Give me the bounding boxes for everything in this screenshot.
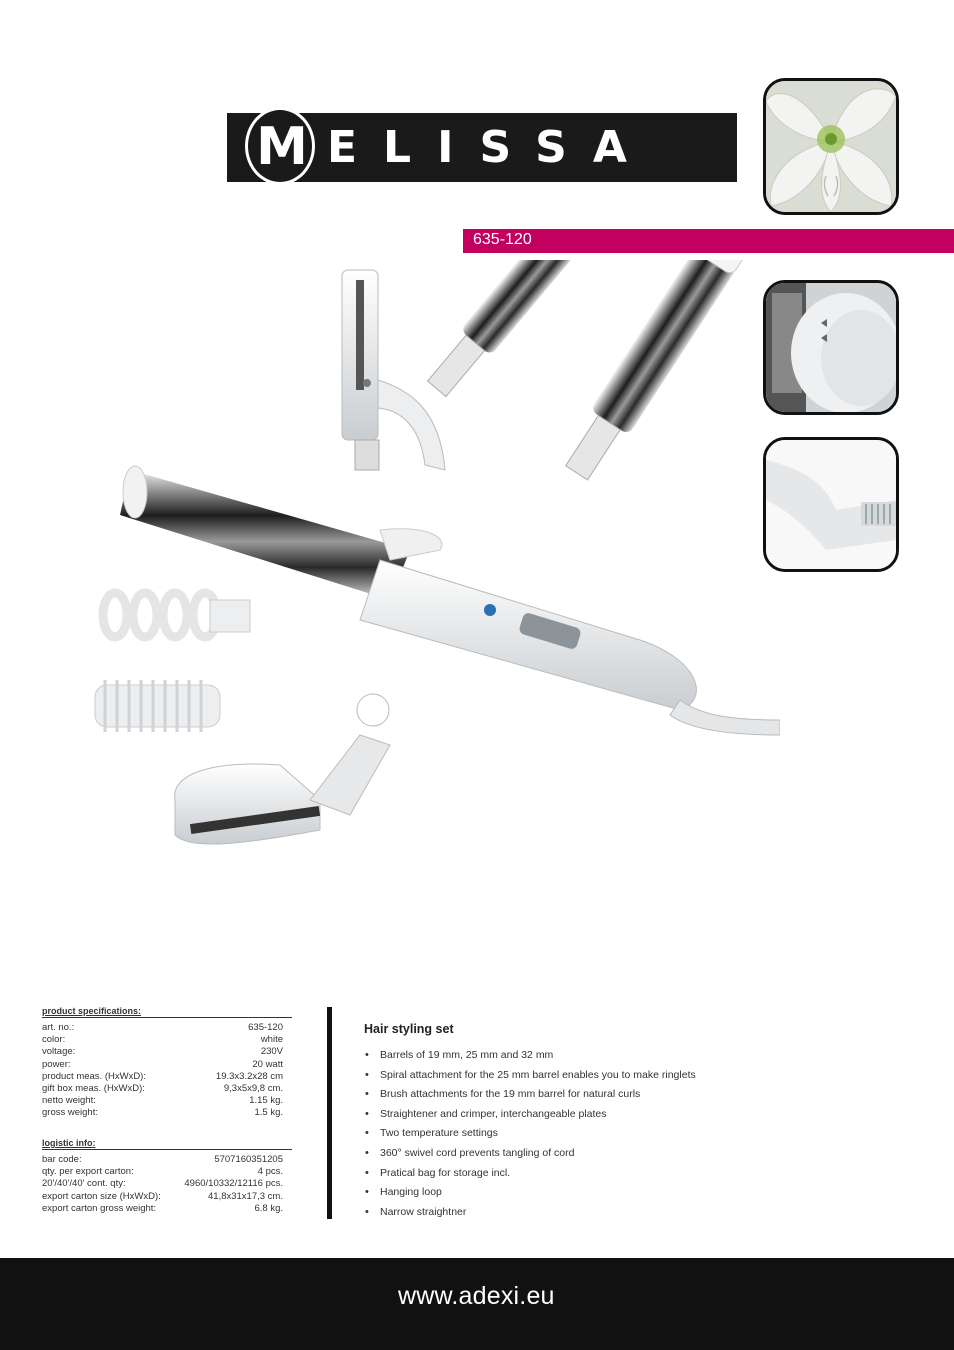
logistic-row: 20'/40'/40' cont. qty: 4960/10332/12116 pcs. bbox=[42, 1178, 283, 1190]
spec-row: product meas. (HxWxD): 19.3x3.2x28 cm bbox=[42, 1070, 283, 1082]
footer-url[interactable]: www.adexi.eu bbox=[398, 1282, 555, 1310]
feature-item: • Hanging loop bbox=[364, 1185, 696, 1205]
spec-row: color: white bbox=[42, 1034, 283, 1046]
logistic-row: qty. per export carton: 4 pcs. bbox=[42, 1166, 283, 1178]
spec-row: art. no.: 635-120 bbox=[42, 1022, 283, 1033]
logistic-row: export carton size (HxWxD): 41,8x31x17,3 cm. bbox=[42, 1190, 283, 1202]
swivel-cord-detail-image bbox=[763, 437, 899, 572]
feature-item: • Straightener and crimper, interchangeable plates bbox=[364, 1107, 696, 1127]
feature-item: • Pratical bag for storage incl. bbox=[364, 1166, 696, 1186]
brush-attachment bbox=[95, 680, 220, 732]
logistic-row: export carton gross weight: 6.8 kg. bbox=[42, 1202, 283, 1214]
barrel-25mm bbox=[557, 260, 748, 485]
footer bbox=[0, 1258, 954, 1350]
feature-item: • Brush attachments for the 19 mm barrel for natural curls bbox=[364, 1087, 696, 1107]
barrel-19mm bbox=[421, 260, 625, 402]
product-specifications-heading: product specifications: bbox=[42, 1006, 292, 1018]
spec-row: gift box meas. (HxWxD): 9,3x5x9,8 cm. bbox=[42, 1082, 283, 1094]
feature-item: • 360° swivel cord prevents tangling of cord bbox=[364, 1146, 696, 1166]
section-divider-bar bbox=[327, 1007, 332, 1219]
feature-title: Hair styling set bbox=[364, 1022, 454, 1036]
model-number-bar bbox=[463, 229, 954, 253]
feature-item: • Barrels of 19 mm, 25 mm and 32 mm bbox=[364, 1048, 696, 1068]
logistic-info bbox=[42, 1138, 292, 1215]
product-illustration bbox=[80, 260, 780, 890]
product-specifications bbox=[42, 1006, 292, 1120]
logistic-info-heading: logistic info: bbox=[42, 1138, 292, 1150]
feature-list bbox=[364, 1022, 696, 1224]
spec-row: voltage: 230V bbox=[42, 1046, 283, 1058]
feature-item: • Narrow straightner bbox=[364, 1205, 696, 1225]
logo-letter-m: M bbox=[256, 117, 308, 177]
spec-row: gross weight: 1.5 kg. bbox=[42, 1107, 283, 1119]
spec-row: netto weight: 1.15 kg. bbox=[42, 1095, 283, 1107]
feature-item: • Two temperature settings bbox=[364, 1126, 696, 1146]
spiral-attachment bbox=[103, 593, 250, 637]
model-number: 635-120 bbox=[473, 231, 532, 248]
logo-wordmark: ELISSA bbox=[327, 122, 653, 173]
feature-item: • Spiral attachment for the 25 mm barrel enables you to make ringlets bbox=[364, 1068, 696, 1088]
logistic-row: bar code: 5707160351205 bbox=[42, 1154, 283, 1165]
temperature-dial-detail-image bbox=[763, 280, 899, 415]
crimper-attachment bbox=[342, 270, 445, 470]
spec-row: power: 20 watt bbox=[42, 1058, 283, 1070]
melissa-logo bbox=[227, 113, 737, 182]
flower-image bbox=[763, 78, 899, 215]
